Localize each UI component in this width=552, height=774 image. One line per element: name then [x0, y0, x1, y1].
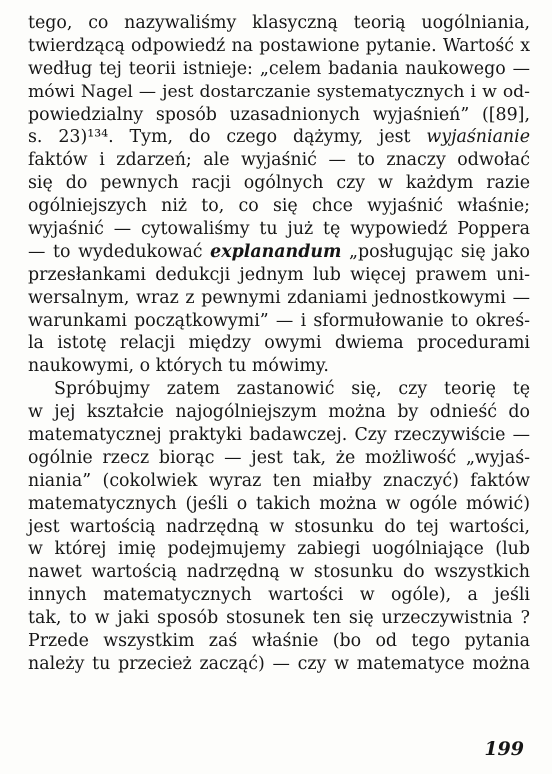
text-line: twierdzącą odpowiedź na postawione pytanie. Wartość x: [28, 35, 530, 56]
body-text: [28, 12, 530, 676]
text-line: — to wydedukować explanandum „posługując się jako: [28, 241, 531, 262]
text-line: innych matematycznych wartości w ogóle), a jeśli: [28, 585, 530, 606]
paragraph-2: [28, 378, 530, 676]
text-line: wersalnym, wraz z pewnymi zdaniami jednostkowymi —: [28, 287, 530, 308]
emphasized-term: wyjaśnianie: [426, 127, 530, 148]
text-line: naukowymi, o których tu mówimy.: [28, 356, 329, 377]
text-line: się do pewnych racji ogólnych czy w każdym razie: [28, 173, 530, 194]
text-line: Przede wszystkim zaś właśnie (bo od tego pytania: [28, 631, 530, 652]
page-number: 199: [484, 738, 524, 760]
emphasized-term: explanandum: [210, 241, 342, 262]
text-line: jest wartością nadrzędną w stosunku do tej wartości,: [28, 516, 530, 537]
text-line: należy tu przecież zacząć) — czy w matematyce można: [28, 653, 530, 674]
text-line: tego, co nazywaliśmy klasyczną teorią uogólniania,: [28, 13, 530, 33]
text-line: przesłankami dedukcji jednym lub więcej prawem uni-: [28, 264, 530, 285]
text-line: ogólniejszych niż to, co się chce wyjaśnić właśnie;: [28, 196, 530, 217]
text-line: tak, to w jaki sposób stosunek ten się urzeczywistnia ?: [28, 608, 530, 629]
text-line: matematycznych (jeśli o takich można w ogóle mówić): [28, 493, 530, 514]
text-line: mówi Nagel — jest dostarczanie systematycznych i w od-: [28, 81, 530, 102]
text-line: nawet wartością nadrzędną w stosunku do wszystkich: [28, 562, 530, 583]
text-line: niania” (cokolwiek wyraz ten miałby znaczyć) faktów: [28, 470, 530, 491]
text-line: w której imię podejmujemy zabiegi uogólniające (lub: [28, 539, 530, 560]
text-line: la istotę relacji między owymi dwiema procedurami: [28, 333, 530, 354]
text-line: matematycznej praktyki badawczej. Czy rzeczywiście —: [28, 425, 530, 446]
text-line: w jej kształcie najogólniejszym można by odnieść do: [28, 402, 530, 423]
paragraph-1: [28, 12, 530, 378]
text-line: faktów i zdarzeń; ale wyjaśnić — to znaczy odwołać: [28, 150, 530, 171]
text-line: ogólnie rzecz biorąc — jest tak, że możliwość „wyjaś-: [28, 447, 530, 468]
text-line: wyjaśnić — cytowaliśmy tu już tę wypowiedź Poppera: [28, 219, 530, 240]
text-line: s. 23)¹³⁴. Tym, do czego dążymy, jest wyjaśnianie: [28, 127, 530, 148]
text-line: powiedzialny sposób uzasadnionych wyjaśnień” ([89],: [28, 104, 530, 125]
text-line: według tej teorii istnieje: „celem badania naukowego —: [28, 58, 530, 79]
text-line: warunkami początkowymi” — i sformułowanie to okreś-: [28, 310, 530, 331]
text-line: Spróbujmy zatem zastanowić się, czy teorię tę: [54, 379, 530, 400]
